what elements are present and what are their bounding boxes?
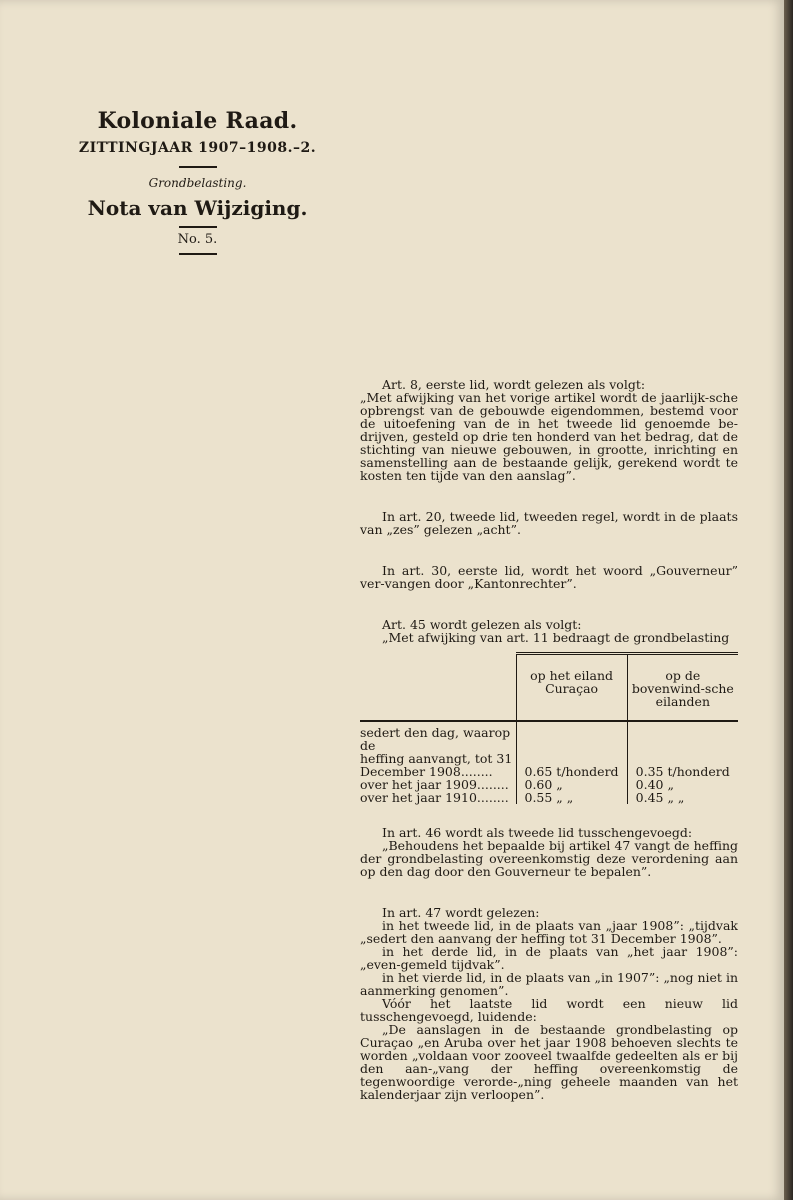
document-body (360, 378, 738, 1129)
column-header-curacao: op het eiland Curaçao (516, 654, 627, 722)
table-row (360, 752, 738, 778)
paragraph: In art. 47 wordt gelezen: (382, 905, 540, 920)
cell-curacao: 0.55 „ „ (516, 791, 627, 804)
divider (179, 226, 217, 228)
amendment-art-8 (360, 378, 738, 482)
subject: Grondbelasting. (148, 176, 247, 190)
paragraph: „Met afwijking van het vorige artikel wordt de jaarlijk-sche opbrengst van de gebouwde eigendommen, bestemd voor de uitoefening van de in het tweede lid genoemde be-drijven, gesteld op drie ten honderd van het bedrag, dat de stichting van nieuwe gebouwen, in grootte, inrichting en samenstelling aan de bestaande gelijk, gerekend wordt te kosten ten tijde van den aanslag”. (360, 390, 738, 483)
row-label: sedert den dag, waarop de (360, 725, 511, 753)
paragraph: „De aanslagen in de bestaande grondbelasting op Curaçao „en Aruba over het jaar 1908 behoeven slechts te worden „voldaan voor zooveel twaalfde gedeelten als er bij den aan-„vang der heffing overeenkomstig de tegenwoordige verorde-„ning geheele maanden van het kalenderjaar zijn verloopen”. (360, 1022, 738, 1102)
paragraph: in het vierde lid, in de plaats van „in 1907”: „nog niet in aanmerking genomen”. (360, 970, 738, 998)
paragraph: in het tweede lid, in de plaats van „jaar 1908”: „tijdvak „sedert den aanvang der heffing tot 31 December 1908”. (360, 918, 738, 946)
spacer-cell (360, 721, 516, 752)
paragraph: In art. 30, eerste lid, wordt het woord „Gouverneur” ver-vangen door „Kantonrechter”. (360, 563, 738, 591)
council-title: Koloniale Raad. (97, 108, 298, 134)
row-label-cell (360, 752, 516, 778)
paragraph: In art. 46 wordt als tweede lid tusschengevoegd: (382, 825, 693, 840)
amendment-art-46 (360, 826, 738, 878)
table-header-row (360, 654, 738, 722)
paragraph: In art. 20, tweede lid, tweeden regel, wordt in de plaats van „zes” gelezen „acht”. (360, 509, 738, 537)
paragraph: „Behoudens het bepaalde bij artikel 47 vangt de heffing der grondbelasting overeenkomstig deze verordening aan op den dag door den Gouverneur te bepalen”. (360, 838, 738, 879)
rate-value: 0.65 t/honderd (524, 764, 619, 779)
amendment-art-47 (360, 906, 738, 1101)
paragraph: Vóór het laatste lid wordt een nieuw lid tusschengevoegd, luidende: (360, 996, 738, 1024)
row-label: over het jaar 1909........ (360, 777, 509, 792)
amendment-art-30 (360, 564, 738, 590)
spacer-cell (516, 721, 627, 752)
cell-curacao (516, 752, 627, 778)
amendment-art-20 (360, 510, 738, 536)
paragraph: Art. 45 wordt gelezen als volgt: (382, 617, 582, 632)
document-number: No. 5. (177, 232, 218, 247)
paragraph: „Met afwijking van art. 11 bedraagt de grondbelasting (382, 630, 730, 645)
table-row (360, 791, 738, 804)
paragraph: Art. 8, eerste lid, wordt gelezen als volgt: (382, 377, 646, 392)
cell-bovenwind: 0.45 „ „ (627, 791, 738, 804)
row-label: heffing aanvangt, tot 31 (360, 751, 513, 766)
row-label: December 1908........ (360, 764, 493, 779)
row-label: over het jaar 1910........ (360, 790, 509, 805)
table-spacer-row (360, 721, 738, 752)
document-header (60, 108, 335, 263)
page-edge (784, 0, 793, 1200)
cell-bovenwind (627, 752, 738, 778)
cell-curacao: 0.60 „ (516, 778, 627, 791)
divider (179, 253, 217, 255)
table-corner (360, 654, 516, 722)
rate-value: 0.35 t/honderd (635, 764, 730, 779)
amendment-art-45 (360, 618, 738, 804)
column-header-bovenwind: op de bovenwind-sche eilanden (627, 654, 738, 722)
session-year: ZITTINGJAAR 1907–1908.–2. (78, 140, 317, 156)
cell-bovenwind: 0.40 „ (627, 778, 738, 791)
spacer-cell (627, 721, 738, 752)
document-type: Nota van Wijziging. (87, 196, 308, 220)
tax-rate-table (360, 652, 738, 804)
paragraph: in het derde lid, in de plaats van „het jaar 1908”: „even-gemeld tijdvak”. (360, 944, 738, 972)
divider (179, 166, 217, 168)
